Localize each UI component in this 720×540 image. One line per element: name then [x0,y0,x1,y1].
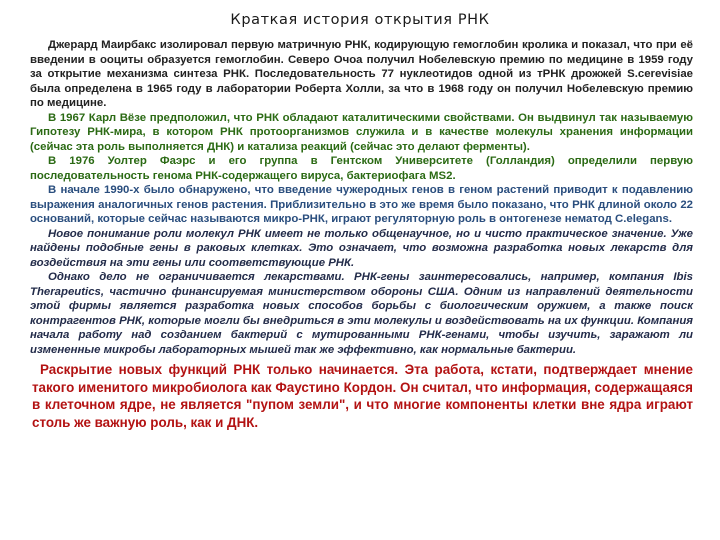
paragraph-ibis-therapeutics: Однако дело не ограничивается лекарствами. РНК-гены заинтересовались, например, компания Ibis Therapeutics, частично финансируемая министерством обороны США. Одним из направлений деятельности этой фирмы является разработка новых способов борьбы с биологическим оружием, а также поиск контрагентов РНК, которые могли бы внедриться в эти молекулы и воздействовать на их функции. Компания начала работу над созданием бактерий с мутированными РНК-генами, чтобы изучить, заражают ли измененные микробы лабораторных мышей так же эффективно, как нормальные бактерии. [30,271,693,356]
slide-title: Краткая история открытия РНК [230,12,490,28]
conclusion-rest: Эта работа, кстати, подтверждает мнение такого именитого микробиолога как Фаустино Кордон. Он считал, что информация, содержащаяся в клеточном ядре, не является "пупом земли", и что многие компоненты клетки вне ядра играют столь же важную роль, как и ДНК. [32,362,693,430]
conclusion-lead: Раскрытие новых функций РНК только начинается. [40,362,399,377]
paragraph-fiers: В 1976 Уолтер Фаэрс и его группа в Гентском Университете (Голландия) определили первую последовательность генома РНК-содержащего вируса, бактериофага MS2. [30,155,693,182]
paragraph-mairbaks: Джерард Маирбакс изолировал первую матричную РНК, кодирующую гемоглобин кролика и показал, что при её введении в ооциты образуется гемоглобин. Северо Очоа получил Нобелевскую премию по медицине в 1959 году за открытие механизма синтеза РНК. Последовательность 77 нуклеотидов одной из тРНК дрожжей S.cerevisiae была определена в 1965 году в лаборатории Роберта Холли, за что в 1968 году он получил Нобелевскую премию по медицине. [30,39,693,109]
paragraph-micro-rna: В начале 1990-х было обнаружено, что введение чужеродных генов в геном растений приводит к подавлению выражения аналогичных генов растения. Приблизительно в это же время было показано, что РНК длиной около 22 оснований, которые сейчас называются микро-РНК, играют регуляторную роль в онтогенезе нематод C.elegans. [30,184,693,225]
slide-body [30,38,693,431]
paragraph-woese: В 1967 Карл Вёзе предположил, что РНК обладают каталитическими свойствами. Он выдвинул так называемую Гипотезу РНК-мира, в котором РНК протоорганизмов служила и в качестве молекулы хранения информации (сейчас эта роль выполняется ДНК) и катализа реакций (сейчас это делают ферменты). [30,111,693,153]
paragraph-practical-significance: Новое понимание роли молекул РНК имеет не только общенаучное, но и чисто практическое значение. Уже найдены подобные гены в раковых клетках. Это означает, что возможна разработка новых лекарств для воздействия на эти гены или соответствующие РНК. [30,227,693,269]
paragraph-conclusion [30,361,693,431]
